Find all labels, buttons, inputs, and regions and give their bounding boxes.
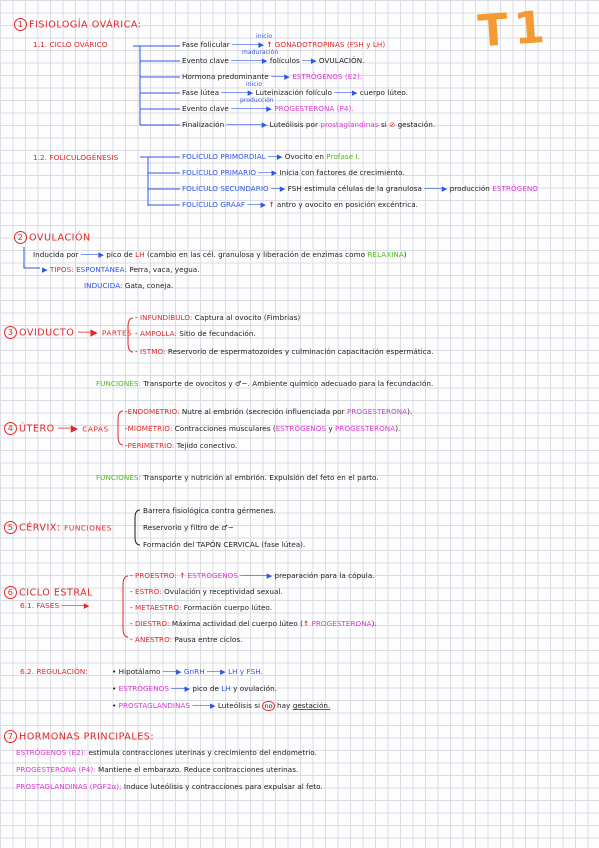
section-7-title: 7 HORMONAS PRINCIPALES:: [4, 730, 154, 743]
subsection-6-2: 6.2. REGULACIÓN:: [20, 667, 88, 676]
utero-item-2: -MIOMETRIO: Contracciones musculares (ESTRÓGENOS y PROGESTERONA).: [125, 424, 401, 433]
section-title-text: FISIOLOGÍA OVÁRICA:: [29, 19, 142, 31]
utero-item-1: -ENDOMETRIO: Nutre al embrión (secreción influenciada por PROGESTERONA).: [125, 407, 413, 416]
over-label: inicio: [256, 33, 273, 40]
inducida-line: INDUCIDA: Gata, coneja.: [84, 281, 174, 290]
arrow-icon: ───▶: [207, 667, 226, 676]
section-number: 3: [4, 326, 17, 339]
tipos-line: ▶ TIPOS: ESPONTÁNEA: Perra, vaca, yegua.: [42, 265, 200, 274]
arrow-icon: ───▶: [162, 667, 182, 676]
arrow-icon: ───▶: [247, 200, 267, 209]
section-2-title: 2 OVULACIÓN: [14, 231, 91, 244]
subsection-1-1: 1.1. CICLO OVÁRICO: [33, 40, 108, 49]
reg-row-2: • ESTRÓGENOS ───▶ pico de LH y ovulación.: [112, 684, 278, 693]
subsection-1-2: 1.2. FOLICULOGÉNESIS: [33, 153, 119, 162]
arrow-icon: ──────▶: [240, 571, 273, 580]
arrow-icon: ──▶: [77, 327, 99, 339]
arrow-icon: ────▶: [424, 184, 448, 193]
subsection-6-1: 6.1. FASES ─────▶: [20, 601, 90, 610]
arrow-icon: ────────▶: [226, 120, 268, 129]
up-arrow-icon: ↑: [303, 619, 310, 628]
oviducto-item-1: - INFUNDÍBULO: Captura al ovocito (Fimbrias): [135, 313, 301, 322]
up-arrow-icon: ↑: [266, 40, 273, 49]
ciclo-row-2: Evento clave ───────▶ folículos ──▶ OVULACIÓN.: [182, 56, 365, 65]
cervix-item-3: Formación del TAPÓN CERVICAL (fase lútea).: [143, 540, 306, 549]
no-circle-icon: ⊘: [389, 120, 396, 129]
fase-proestro: - PROESTRO: ↑ ESTRÓGENOS ──────▶ preparación para la cópula.: [130, 571, 375, 580]
section-number: 5: [4, 521, 17, 534]
ovulacion-line: Inducida por ────▶ pico de LH (cambio en las cél. granulosa y liberación de enzimas como RELAXINA): [33, 250, 407, 259]
section-number: 2: [14, 231, 27, 244]
section-number: 4: [4, 422, 17, 435]
reg-row-1: • Hipotálamo ───▶ GnRH ───▶ LH y FSH.: [112, 667, 263, 676]
oviducto-funciones: FUNCIONES: Transporte de ovocitos y ♂~. Ambiente químico adecuado para la fecundación.: [96, 379, 434, 388]
section-number: 1: [14, 18, 27, 31]
arrow-icon: ────▶: [334, 88, 358, 97]
oviducto-item-3: - ISTMO: Reservorio de espermatozoides y culminación capacitación espermática.: [135, 347, 434, 356]
section-number: 7: [4, 730, 17, 743]
section-1-title: [14, 18, 141, 31]
over-label: maduración: [242, 49, 279, 56]
ciclo-row-5: Evento clave ────────▶ PROGESTERONA (P4).: [182, 104, 354, 113]
section-3-title: 3 OVIDUCTO ──▶ PARTES: [4, 326, 132, 339]
cervix-item-1: Barrera fisiológica contra gérmenes.: [143, 506, 276, 515]
arrow-icon: ─────▶: [61, 601, 90, 610]
ciclo-row-4: Fase lútea ──────▶ Luteinización folículo ────▶ cuerpo lúteo.: [182, 88, 408, 97]
section-6-title: 6 CICLO ESTRAL: [4, 586, 93, 599]
fase-estro: - ESTRO: Ovulación y receptividad sexual.: [130, 587, 283, 596]
arrow-icon: ───▶: [258, 168, 278, 177]
arrow-icon: ──▶: [271, 184, 286, 193]
arrow-icon: ───────▶: [231, 56, 268, 65]
arrow-icon: ────▶: [192, 701, 216, 710]
title-badge: T1: [476, 1, 553, 58]
fase-diestro: - DIESTRO: Máxima actividad del cuerpo lúteo (↑ PROGESTERONA).: [130, 619, 377, 628]
cervix-item-2: Reservorio y filtro de ♂~: [143, 523, 234, 532]
reg-row-3: • PROSTAGLANDINAS ────▶ Luteólisis si no hay gestación.: [112, 701, 331, 710]
arrow-icon: ──────▶: [232, 40, 265, 49]
fase-anestro: - ANESTRO: Pausa entre ciclos.: [130, 635, 243, 644]
arrow-icon: ────────▶: [231, 104, 272, 113]
fase-metaestro: - METAESTRO: Formación cuerpo lúteo.: [130, 603, 273, 612]
arrow-icon: ──▶: [58, 423, 79, 435]
section-4-title: 4 ÚTERO ──▶ CAPAS: [4, 422, 109, 435]
hormona-row-2: PROGESTERONA (P4): Mantiene el embarazo. Reduce contracciones uterinas.: [16, 765, 299, 774]
utero-funciones: FUNCIONES: Transporte y nutrición al embrión. Expulsión del feto en el parto.: [96, 473, 379, 482]
section-number: 6: [4, 586, 17, 599]
arrow-icon: ──────▶: [221, 88, 254, 97]
arrow-icon: ───▶: [171, 684, 191, 693]
up-arrow-icon: ↑: [179, 571, 186, 580]
folic-row-3: FOLÍCULO SECUNDARIO ──▶ FSH estimula células de la granulosa ────▶ producción ESTRÓGENO: [182, 184, 539, 193]
over-label: producción: [240, 97, 274, 104]
arrow-icon: ──▶: [268, 152, 283, 161]
ciclo-row-6: Finalización ────────▶ Luteólisis por prostaglandinas si ⊘ gestación.: [182, 120, 436, 129]
ciclo-row-3: Hormona predominante ───▶ ESTRÓGENOS (E2).: [182, 72, 363, 81]
arrow-icon: ▶: [42, 265, 48, 274]
up-arrow-icon: ↑: [268, 200, 275, 209]
oviducto-item-2: - AMPOLLA: Sitio de fecundación.: [135, 329, 256, 338]
folic-row-4: FOLÍCULO GRAAF ───▶ ↑ antro y ovocito en posición excéntrica.: [182, 200, 419, 209]
hormona-row-1: ESTRÓGENOS (E2): estimula contracciones uterinas y crecimiento del endometrio.: [16, 748, 317, 757]
folic-row-2: FOLÍCULO PRIMARIO ───▶ Inicia con factores de crecimiento.: [182, 168, 405, 177]
hormona-row-3: PROSTAGLANDINAS (PGF2α): Induce luteólisis y contracciones para expulsar al feto.: [16, 782, 323, 791]
over-label: inicio: [246, 81, 263, 88]
section-5-title: 5 CÉRVIX: FUNCIONES: [4, 521, 112, 534]
arrow-icon: ──▶: [302, 56, 317, 65]
arrow-icon: ────▶: [80, 250, 104, 259]
ciclo-row-1: Fase folicular ──────▶ ↑ GONADOTROPINAS (FSH y LH): [182, 40, 386, 49]
folic-row-1: FOLÍCULO PRIMORDIAL ──▶ Ovocito en Profase I.: [182, 152, 361, 161]
arrow-icon: ───▶: [271, 72, 290, 81]
utero-item-3: -PERIMETRIO: Tejido conectivo.: [125, 441, 238, 450]
